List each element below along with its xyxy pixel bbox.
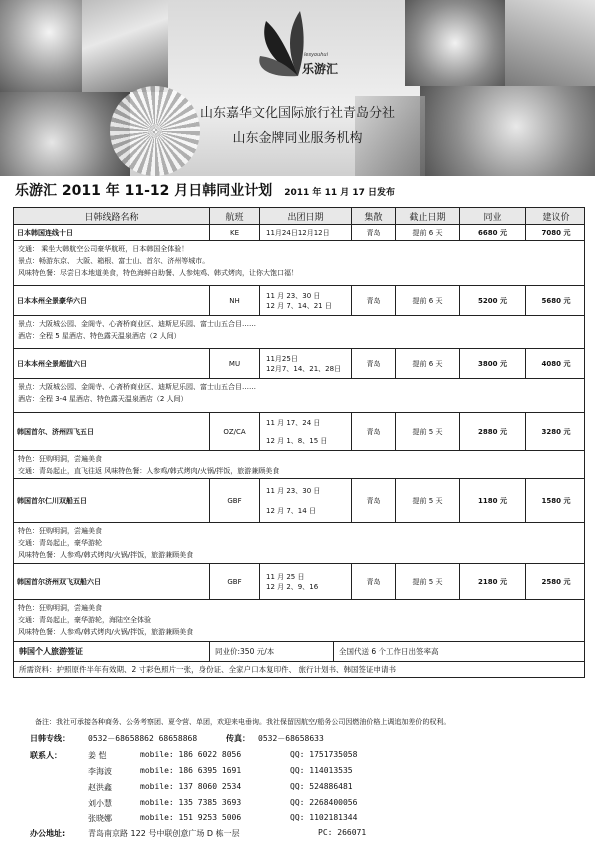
route-hub: 青岛 [352,349,396,378]
route-details: 特色：狂购明洞，尝遍美食 交通：青岛起止，豪华游轮 风味特色餐：人参鸡/韩式烤肉/火锅/拌饭，旅游兼顾美食 [13,523,585,564]
contact-qq[interactable]: QQ: 1102181344 [290,813,358,822]
route-deadline: 提前 5 天 [396,564,460,599]
logo-text: 乐游汇 [302,62,339,76]
visa-name: 韩国个人旅游签证 [14,642,210,661]
contact-mobile[interactable]: mobile: 186 6022 8056 [140,750,242,759]
contact-mobile[interactable]: mobile: 186 6395 1691 [140,766,242,775]
banner-photo-temple [82,0,168,92]
route-trade-price: 5200 元 [460,286,526,315]
contact-mobile[interactable]: mobile: 137 8060 2534 [140,782,242,791]
page-title: 乐游汇 2011 年 11-12 月日韩同业计划 [15,183,273,199]
route-hub: 青岛 [352,479,396,522]
remarks: 备注：我社可承接各种商务、公务考察团、夏令营、单团，欢迎来电垂询。我社保留因航空/船务公司因燃油价格上调追加差价的权利。 [35,718,451,726]
table-row [13,413,585,451]
contact-label: 联系人： [30,751,62,760]
contact-mobile[interactable]: mobile: 151 9253 5006 [140,813,242,822]
header-retail-price: 建议价 [542,212,570,223]
contact-qq[interactable]: QQ: 1751735058 [290,750,358,759]
contact-name: 姜 恺 [88,751,107,760]
address-label: 办公地址: [30,829,66,838]
route-retail-price: 4080 元 [541,359,571,368]
contact-qq[interactable]: QQ: 2268400056 [290,798,358,807]
header-deadline: 截止日期 [396,208,460,224]
route-dates: 11 月 23、30 日 12 月 7、14、21 日 [260,286,352,315]
visa-note: 全国代送 6 个工作日出签率高 [339,647,439,656]
header-dates: 出团日期 [260,208,352,224]
hotline-number: 0532－68658862 68658868 [88,734,198,743]
route-trade-price: 6680 元 [460,225,526,240]
title-row [15,180,585,202]
contact-name: 赵洪鑫 [88,783,112,792]
route-details: 景点：大阪城公园、金阁寺、心斋桥商业区、迪斯尼乐园、富士山五合目…… 酒店：全程 5 星酒店、特色露天温泉酒店（2 人间） [13,316,585,349]
header-hub: 集散 [352,208,396,224]
logo-subtext: lesyouhui [304,52,328,58]
route-name: 日本韩国连线十日 [14,225,210,240]
route-trade-price: 1180 元 [460,479,526,522]
route-hub: 青岛 [352,413,396,450]
route-retail-price: 5680 元 [541,296,571,305]
header-trade-price: 同业 [460,208,526,224]
visa-price: 同业价:350 元/本 [210,642,334,661]
route-trade-price: 2880 元 [460,413,526,450]
table-row [13,225,585,241]
contact-item [88,766,353,780]
contact-mobile[interactable]: mobile: 135 7385 3693 [140,798,242,807]
table-row [13,479,585,523]
route-deadline: 提前 5 天 [396,479,460,522]
agency-slogan: 山东金牌同业服务机构 [232,131,363,146]
route-name: 日本本州全景超值六日 [14,349,210,378]
route-dates: 11月25日 12月7、14、21、28日 [260,349,352,378]
route-flight: OZ/CA [210,413,260,450]
banner-photo-dancers [505,0,595,86]
route-hub: 青岛 [352,225,396,240]
route-details: 特色：狂购明洞，尝遍美食 交通：青岛起止，豪华游轮，海陆空全体验 风味特色餐：人参鸡/韩式烤肉/火锅/拌饭，旅游兼顾美食 [13,600,585,642]
route-flight: NH [210,286,260,315]
agency-name: 山东嘉华文化国际旅行社青岛分社 [199,106,395,121]
header-route: 日韩线路名称 [14,208,210,224]
route-flight: GBF [210,564,260,599]
route-hub: 青岛 [352,564,396,599]
route-retail-price: 7080 元 [541,228,571,237]
route-dates: 11月24日12月12日 [260,225,352,240]
contact-item [88,750,357,764]
route-name: 韩国首尔济州双飞双船六日 [14,564,210,599]
route-flight: MU [210,349,260,378]
route-details: 交通： 乘坐大韩航空公司豪华航班，日本韩国全体验！ 景点：畅游东京、 大阪、箱根、富士山、首尔、济州等城市。 风味特色餐：尽尝日本地道美食，特色海鲜自助餐、人参炖鸡、韩式烤肉，让你大饱口福！ [13,241,585,286]
contact-name: 刘小慧 [88,799,112,808]
route-retail-price: 2580 元 [541,577,571,586]
route-deadline: 提前 5 天 [396,413,460,450]
required-documents: 所需资料：护照原件半年有效期、2 寸彩色照片一张，身份证、全家户口本复印件、 旅行计划书、韩国签证申请书 [13,662,585,678]
fax-label: 传真： [226,734,250,743]
route-name: 韩国首尔仁川双船五日 [14,479,210,522]
route-trade-price: 3800 元 [460,349,526,378]
visa-row [13,642,585,662]
butterfly-logo-icon [248,6,348,96]
route-retail-price: 1580 元 [541,496,571,505]
header-banner [0,0,595,176]
contact-item [88,798,357,812]
route-details: 景点：大阪城公园、金阁寺、心斋桥商业区、迪斯尼乐园、富士山五合目…… 酒店：全程 3-4 星酒店、特色露天温泉酒店（2 人间） [13,379,585,413]
route-dates: 11 月 25 日 12 月 2、9、16 [260,564,352,599]
route-deadline: 提前 6 天 [396,225,460,240]
route-retail-price: 3280 元 [541,427,571,436]
postcode: PC: 266071 [318,828,367,837]
contact-name: 张晓娜 [88,814,112,823]
route-table [13,207,585,678]
fax-number: 0532－68658633 [258,734,324,743]
route-details: 特色：狂购明洞，尝遍美食 交通：青岛起止，直飞往返 风味特色餐：人参鸡/韩式烤肉/火锅/拌饭，旅游兼顾美食 [13,451,585,479]
contact-item [88,782,353,796]
route-name: 日本本州全景豪华六日 [14,286,210,315]
contact-qq[interactable]: QQ: 524886481 [290,782,353,791]
route-dates: 11 月 23、30 日 12 月 7、14 日 [260,479,352,522]
route-deadline: 提前 6 天 [396,286,460,315]
table-header [13,207,585,225]
table-row [13,286,585,316]
route-flight: GBF [210,479,260,522]
publish-date: 2011 年 11 月 17 日发布 [284,188,396,198]
route-flight: KE [210,225,260,240]
office-address: 青岛南京路 122 号中联创意广场 D 栋一层 [88,829,240,838]
route-trade-price: 2180 元 [460,564,526,599]
table-row [13,564,585,600]
table-row [13,349,585,379]
route-deadline: 提前 6 天 [396,349,460,378]
contact-qq[interactable]: QQ: 114013535 [290,766,353,775]
route-hub: 青岛 [352,286,396,315]
route-name: 韩国首尔、济州四飞五日 [14,413,210,450]
hotline-label: 日韩专线： [30,734,70,743]
contact-name: 李海波 [88,767,112,776]
header-flight: 航班 [210,208,260,224]
banner-photo-building [405,0,505,86]
route-dates: 11 月 17、24 日 12 月 1、8、15 日 [260,413,352,450]
contact-item [88,813,357,827]
banner-photo-dancer [0,0,82,92]
